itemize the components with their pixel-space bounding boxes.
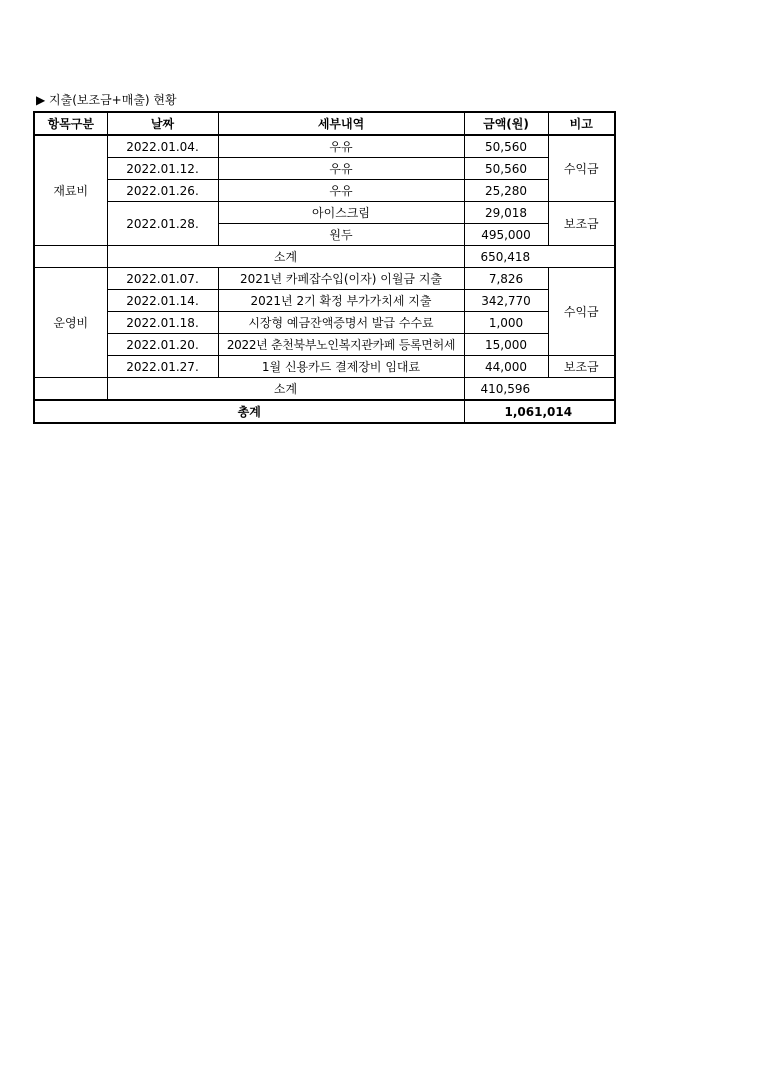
detail-cell: 시장형 예금잔액증명서 발급 수수료 [218, 312, 464, 334]
detail-cell: 우유 [218, 180, 464, 202]
table-row [34, 290, 615, 312]
detail-cell: 2021년 2기 확정 부가가치세 지출 [218, 290, 464, 312]
page-title: ▶ 지출(보조금+매출) 현황 [36, 93, 177, 107]
amount-cell: 7,826 [464, 268, 548, 290]
note-cell: 보조금 [548, 356, 615, 378]
date-cell: 2022.01.20. [107, 334, 218, 356]
subtotal-label: 소계 [107, 246, 464, 268]
date-cell: 2022.01.18. [107, 312, 218, 334]
subtotal-row [34, 246, 615, 268]
header-amount: 금액(원) [464, 112, 548, 135]
detail-cell: 원두 [218, 224, 464, 246]
date-cell: 2022.01.12. [107, 158, 218, 180]
date-cell: 2022.01.04. [107, 135, 218, 158]
amount-cell: 29,018 [464, 202, 548, 224]
date-cell: 2022.01.26. [107, 180, 218, 202]
detail-cell: 우유 [218, 135, 464, 158]
total-row [34, 400, 615, 423]
header-date: 날짜 [107, 112, 218, 135]
subtotal-amount: 650,418 [464, 246, 615, 268]
table-row [34, 135, 615, 158]
amount-cell: 1,000 [464, 312, 548, 334]
note-cell: 수익금 [548, 135, 615, 202]
subtotal-label: 소계 [107, 378, 464, 401]
detail-cell: 아이스크림 [218, 202, 464, 224]
expense-table [33, 111, 616, 424]
table-row [34, 158, 615, 180]
subtotal-row [34, 378, 615, 401]
date-cell: 2022.01.27. [107, 356, 218, 378]
category-cell: 운영비 [34, 268, 107, 378]
amount-cell: 50,560 [464, 135, 548, 158]
date-cell: 2022.01.28. [107, 202, 218, 246]
header-detail: 세부내역 [218, 112, 464, 135]
total-label: 총계 [34, 400, 464, 423]
amount-cell: 25,280 [464, 180, 548, 202]
detail-cell: 2022년 춘천북부노인복지관카페 등록면허세 [218, 334, 464, 356]
table-row [34, 180, 615, 202]
detail-cell: 2021년 카페잡수입(이자) 이월금 지출 [218, 268, 464, 290]
table-row [34, 356, 615, 378]
subtotal-amount: 410,596 [464, 378, 615, 401]
detail-cell: 우유 [218, 158, 464, 180]
amount-cell: 15,000 [464, 334, 548, 356]
table-row [34, 334, 615, 356]
category-cell: 재료비 [34, 135, 107, 246]
date-cell: 2022.01.07. [107, 268, 218, 290]
table-row [34, 312, 615, 334]
note-cell: 보조금 [548, 202, 615, 246]
table-row [34, 202, 615, 224]
date-cell: 2022.01.14. [107, 290, 218, 312]
header-note: 비고 [548, 112, 615, 135]
amount-cell: 495,000 [464, 224, 548, 246]
header-category: 항목구분 [34, 112, 107, 135]
detail-cell: 1월 신용카드 결제장비 임대료 [218, 356, 464, 378]
note-cell: 수익금 [548, 268, 615, 356]
amount-cell: 44,000 [464, 356, 548, 378]
amount-cell: 342,770 [464, 290, 548, 312]
amount-cell: 50,560 [464, 158, 548, 180]
total-amount: 1,061,014 [464, 400, 615, 423]
table-row [34, 268, 615, 290]
table-header-row [34, 112, 615, 135]
